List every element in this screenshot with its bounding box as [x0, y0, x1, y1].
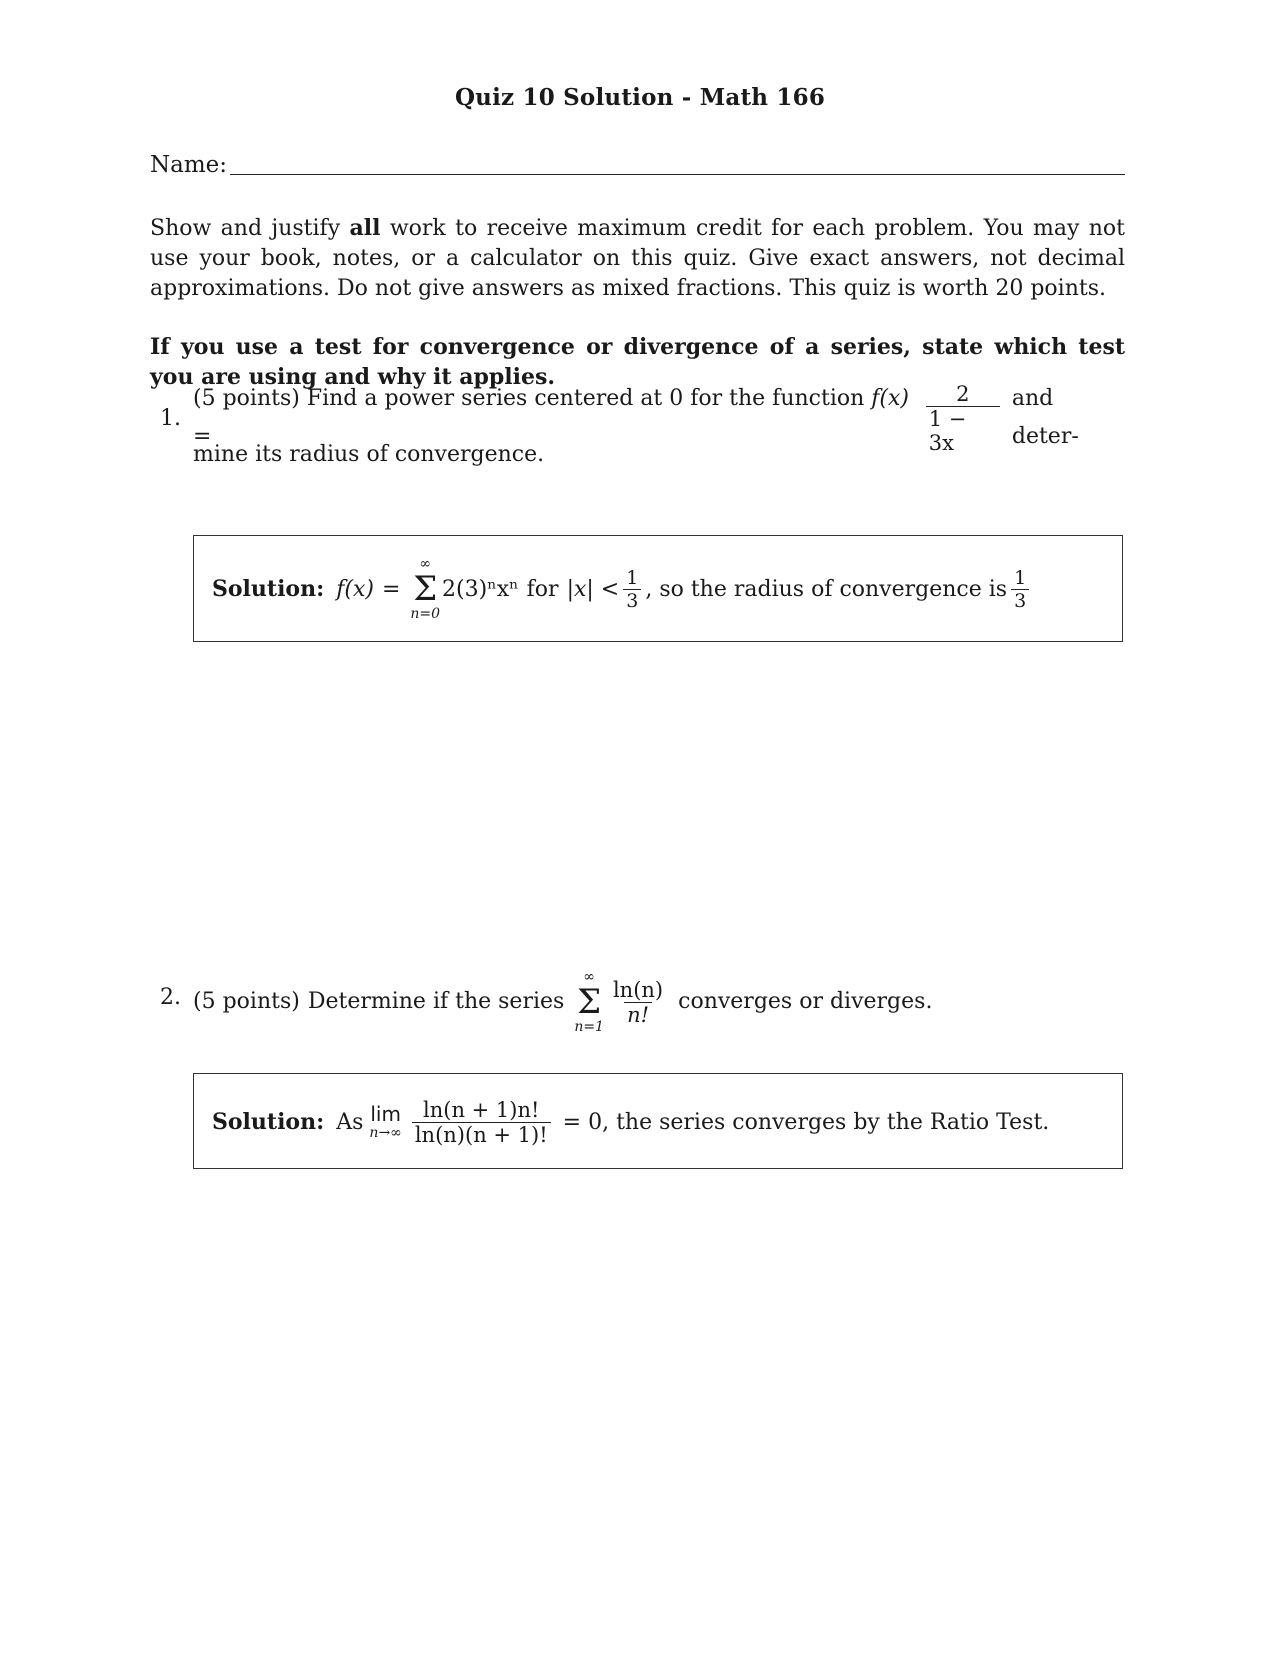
test-warning: If you use a test for convergence or divergence of a series, state which test you are using and why it applies. [150, 334, 1125, 390]
solution-1-label: Solution: [212, 576, 325, 602]
solution-2-label: Solution: [212, 1109, 325, 1135]
summation-symbol: ∞ Σ n=0 [410, 556, 441, 622]
problem-2-number: 2. [160, 985, 181, 1010]
solution-2-box: Solution: As lim n→∞ $\frac{\ln(n + 1)n!}{\ln(n)(n + 1)!}$ = 0, the series converges by the Ratio Test. [193, 1073, 1123, 1169]
name-blank-line[interactable] [230, 174, 1125, 175]
problem-2-text: (5 points) Determine if the series ∞ Σ n=1 $\frac{\ln(n)}{n!}$ converges or diverges. [193, 969, 933, 1035]
instructions: Show and justify all work to receive maximum credit for each problem. You may not use your book, notes, or a calculator on this quiz. Give exact answers, not decimal approximations. Do not give answers as mixed fractions. This quiz is worth 20 points. [150, 215, 1125, 301]
summation-symbol: ∞ Σ n=1 [574, 969, 604, 1035]
radius-fraction: $\frac{1}{3}$ [1011, 567, 1029, 612]
problem-1-fraction: $\frac{2}{1 - 3x}$ [926, 382, 1000, 455]
problem-1-text: (5 points) Find a power series centered at 0 for the function f(x) = $\frac{2}{1 - 3x}$ and deter- mine its radius of convergence. [193, 381, 1079, 467]
page-title: Quiz 10 Solution - Math 166 [454, 84, 826, 111]
limit-operator: lim n→∞ [369, 1102, 402, 1141]
ratio-fraction: $\frac{\ln(n + 1)n!}{\ln(n)(n + 1)!}$ [412, 1098, 551, 1147]
solution-1-box: Solution: f(x) = ∞ Σ n=0 2(3)ⁿxⁿ for |x| < $\frac{1}{3}$ , so the radius of convergence is $\frac{1}{3}$ [193, 535, 1123, 642]
series-term-fraction: $\frac{\ln(n)}{n!}$ [612, 977, 664, 1027]
problem-1-number: 1. [160, 406, 181, 431]
name-field-row [150, 152, 1125, 182]
name-label: Name: [150, 152, 228, 178]
